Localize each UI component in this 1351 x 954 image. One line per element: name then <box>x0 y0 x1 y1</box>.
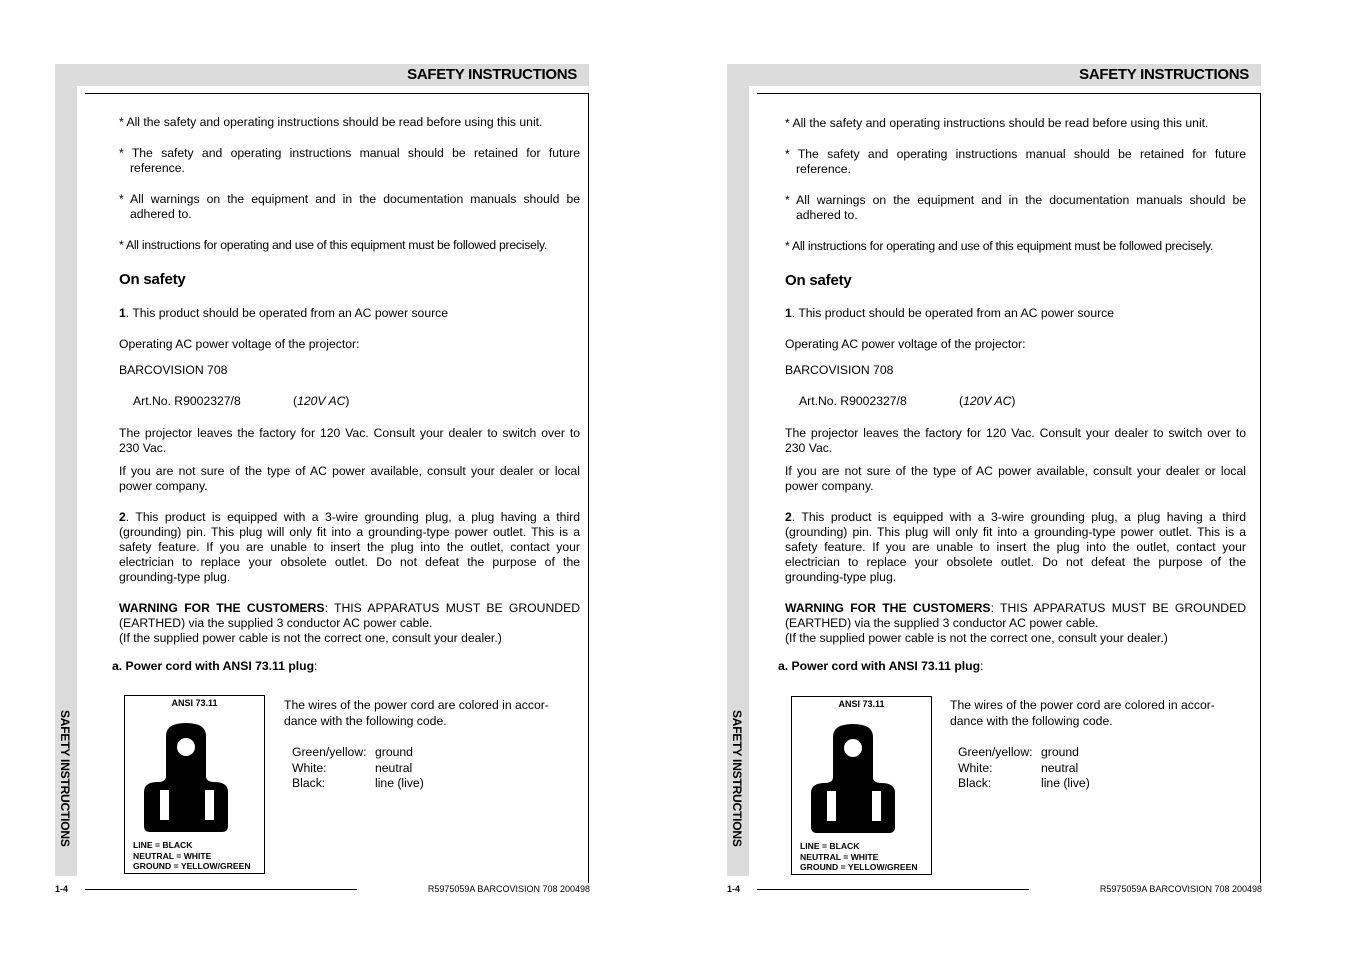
item-2 <box>785 510 1246 585</box>
wire-color-table <box>292 745 424 792</box>
intro-bullet: * All warnings on the equipment and in the documentation manuals should be adhered to. <box>785 193 1246 222</box>
item-2-text: . This product is equipped with a 3-wire grounding plug, a plug having a third (grounding) pin. This plug will only fit into a grounding-type power outlet. This is a safety feature. If you are unable to insert the plug into the outlet, contact your electrician to replace your obsolete outlet. Do not defeat the purpose of the grounding-type plug. <box>119 510 580 584</box>
safety-body <box>119 306 580 646</box>
item-2-text: . This product is equipped with a 3-wire grounding plug, a plug having a third (grounding) pin. This plug will only fit into a grounding-type power outlet. This is a safety feature. If you are unable to insert the plug into the outlet, contact your electrician to replace your obsolete outlet. Do not defeat the purpose of the grounding-type plug. <box>785 510 1246 584</box>
warning-label: WARNING FOR THE CUSTOMERS <box>119 601 325 615</box>
plug-diagram <box>124 695 265 874</box>
page-number: 1-4 <box>55 884 69 894</box>
warning <box>785 601 1246 631</box>
wires-intro: The wires of the power cord are colored in accor-dance with the following code. <box>950 698 1215 728</box>
frame-top-rule <box>757 93 1261 94</box>
side-section-label: SAFETY INSTRUCTIONS <box>58 710 72 847</box>
item-1-text: . This product should be operated from an AC power source <box>125 306 449 320</box>
intro-bullets <box>119 115 580 253</box>
plug-legend: LINE = BLACK NEUTRAL = WHITE GROUND = YELLOW/GREEN <box>800 841 918 872</box>
header-band <box>55 64 589 86</box>
document-reference: R5975059A BARCOVISION 708 200498 <box>427 884 590 894</box>
wire-row: Green/yellow: ground <box>958 745 1079 759</box>
plug-outlet-icon <box>142 720 230 834</box>
intro-bullet: * The safety and operating instructions manual should be retained for future reference. <box>785 147 1246 176</box>
voltage-label: Operating AC power voltage of the projector: <box>119 337 360 351</box>
plug-outlet-icon <box>809 721 897 835</box>
model-name: BARCOVISION 708 <box>785 363 894 377</box>
intro-bullet: * All the safety and operating instructions should be read before using this unit. <box>119 115 543 129</box>
section-heading: On safety <box>785 272 852 289</box>
item-1 <box>119 306 580 321</box>
art-number: Art.No. R9002327/8 <box>799 394 907 408</box>
art-number-line: Art.No. R9002327/8 (120V AC) <box>799 394 1016 408</box>
page-title: SAFETY INSTRUCTIONS <box>1079 66 1249 83</box>
item-2 <box>119 510 580 585</box>
factory-note: The projector leaves the factory for 120 Vac. Consult your dealer to switch over to 230 Vac. <box>785 426 1246 455</box>
intro-bullet: * The safety and operating instructions manual should be retained for future reference. <box>119 146 580 175</box>
plug-diagram <box>791 696 932 875</box>
voltage-value: 120V AC <box>297 394 346 408</box>
wire-row: Green/yellow: ground <box>292 745 413 759</box>
header-band <box>727 64 1261 86</box>
intro-bullet: * All instructions for operating and use of this equipment must be followed precisely. <box>785 239 1214 253</box>
power-note: If you are not sure of the type of AC power available, consult your dealer or local power company. <box>785 464 1246 493</box>
document-reference: R5975059A BARCOVISION 708 200498 <box>1099 884 1262 894</box>
intro-bullet: * All the safety and operating instructions should be read before using this unit. <box>785 116 1209 130</box>
item-1-number: 1 <box>119 306 126 320</box>
intro-bullet: * All warnings on the equipment and in the documentation manuals should be adhered to. <box>119 192 580 221</box>
page-title: SAFETY INSTRUCTIONS <box>407 66 577 83</box>
plug-diagram-title: ANSI 73.11 <box>171 698 218 708</box>
warning-label: WARNING FOR THE CUSTOMERS <box>785 601 991 615</box>
wires-intro: The wires of the power cord are colored in accor-dance with the following code. <box>284 698 549 728</box>
factory-note: The projector leaves the factory for 120 Vac. Consult your dealer to switch over to 230 Vac. <box>119 426 580 455</box>
warning <box>119 601 580 631</box>
section-heading: On safety <box>119 271 186 288</box>
warning-text: : THIS APPARATUS MUST BE GROUNDED (EARTHED) via the supplied 3 conductor AC power cable. <box>785 601 1246 630</box>
frame-right-rule <box>588 93 589 883</box>
document-page-right <box>672 0 1262 954</box>
wire-row: White: neutral <box>292 760 413 775</box>
frame-top-rule <box>85 93 589 94</box>
plug-diagram-title: ANSI 73.11 <box>838 699 885 709</box>
power-note: If you are not sure of the type of AC power available, consult your dealer or local power company. <box>119 464 580 493</box>
model-name: BARCOVISION 708 <box>119 363 228 377</box>
power-cord-heading-line: a. Power cord with ANSI 73.11 plug: <box>112 659 318 673</box>
document-page-left <box>0 0 590 954</box>
item-1-text: . This product should be operated from an AC power source <box>791 306 1115 320</box>
power-cord-heading: a. Power cord with ANSI 73.11 plug <box>112 659 315 673</box>
warning-text: : THIS APPARATUS MUST BE GROUNDED (EARTHED) via the supplied 3 conductor AC power cable. <box>119 601 580 630</box>
page-number: 1-4 <box>727 884 741 894</box>
item-1-number: 1 <box>785 306 792 320</box>
frame-right-rule <box>1260 93 1261 883</box>
plug-legend: LINE = BLACK NEUTRAL = WHITE GROUND = YELLOW/GREEN <box>133 840 251 871</box>
warning-note: (If the supplied power cable is not the correct one, consult your dealer.) <box>785 631 1168 645</box>
footer-rule <box>757 889 1029 890</box>
wire-row: Black: line (live) <box>958 776 1090 790</box>
power-cord-heading-line: a. Power cord with ANSI 73.11 plug: <box>778 659 984 673</box>
intro-bullet: * All instructions for operating and use of this equipment must be followed precisely. <box>119 238 548 252</box>
wire-row: Black: line (live) <box>292 776 424 790</box>
footer-rule <box>85 889 357 890</box>
wire-row: White: neutral <box>958 760 1079 775</box>
intro-bullets <box>785 116 1246 254</box>
item-2-number: 2 <box>785 510 792 524</box>
art-number-line: Art.No. R9002327/8 (120V AC) <box>133 394 350 408</box>
art-number: Art.No. R9002327/8 <box>133 394 241 408</box>
side-section-label: SAFETY INSTRUCTIONS <box>730 710 744 847</box>
item-2-number: 2 <box>119 510 126 524</box>
warning-note: (If the supplied power cable is not the correct one, consult your dealer.) <box>119 631 502 645</box>
voltage-label: Operating AC power voltage of the projector: <box>785 337 1026 351</box>
safety-body <box>785 306 1246 646</box>
voltage-value: 120V AC <box>963 394 1012 408</box>
wire-color-table <box>958 745 1090 792</box>
power-cord-heading: a. Power cord with ANSI 73.11 plug <box>778 659 981 673</box>
item-1 <box>785 306 1246 321</box>
